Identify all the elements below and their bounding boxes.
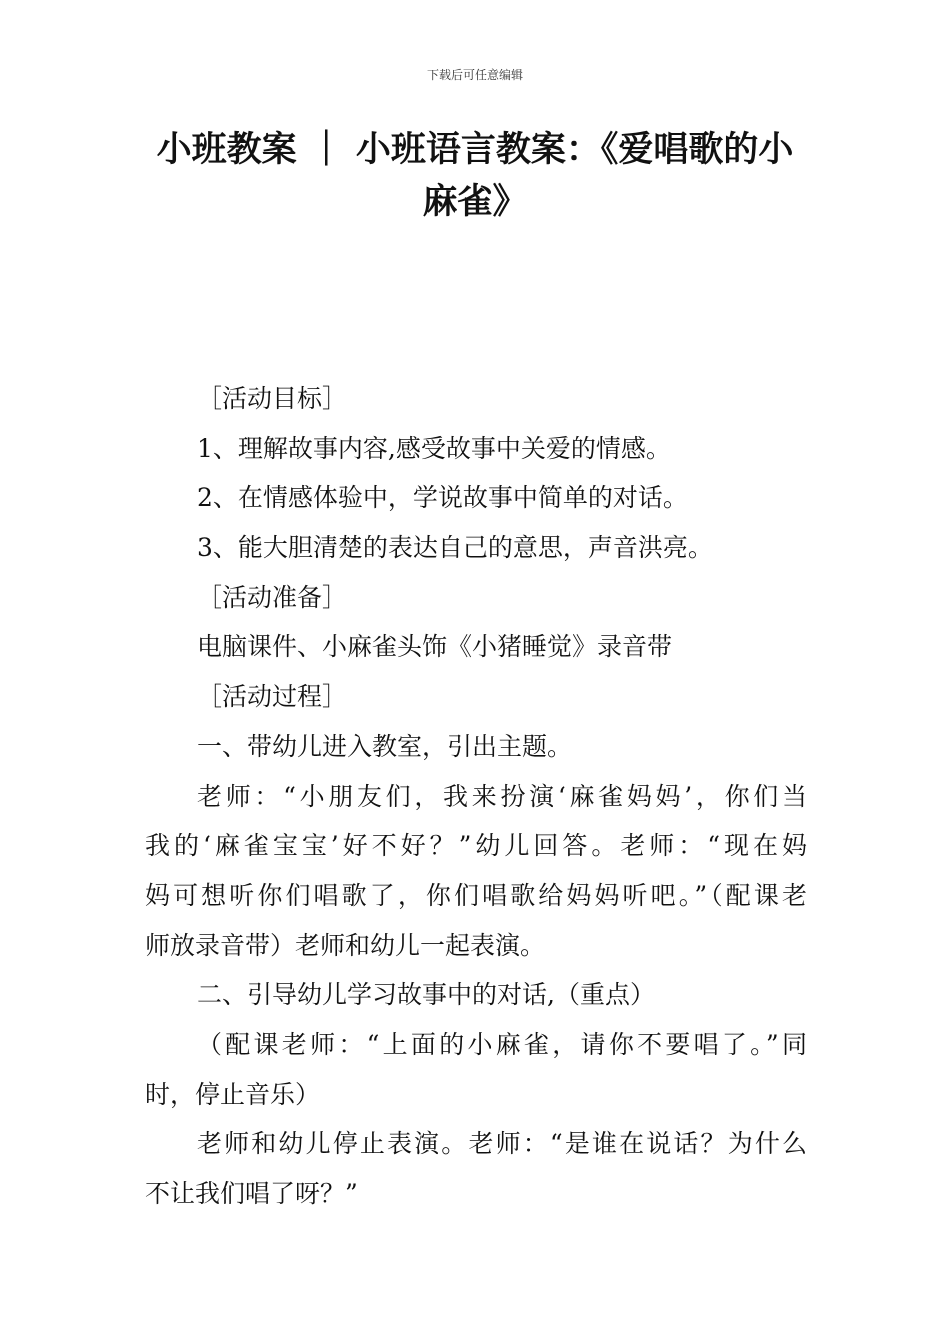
paragraph-line: 老师：“小朋友们，我来扮演‘麻雀妈妈’，你们当 xyxy=(197,781,807,811)
title-line-1: 小班教案 ｜ 小班语言教案：《爱唱歌的小 xyxy=(156,130,794,170)
step-heading: 一、带幼儿进入教室，引出主题。 xyxy=(197,731,573,761)
paragraph-line: 时，停止音乐） xyxy=(145,1079,321,1109)
page-title xyxy=(140,124,810,228)
paragraph-line: 不让我们唱了呀？” xyxy=(145,1179,358,1208)
objective-item: 1、理解故事内容,感受故事中关爱的情感。 xyxy=(197,433,671,463)
preparation-heading: ［活动准备］ xyxy=(197,582,348,612)
header-note: 下载后可任意编辑 xyxy=(426,68,523,82)
preparation-text: 电脑课件、小麻雀头饰《小猪睡觉》录音带 xyxy=(197,632,673,662)
paragraph-line: 妈可想听你们唱歌了，你们唱歌给妈妈听吧。”（配课老 xyxy=(145,880,807,910)
body-text xyxy=(145,374,807,1219)
step-heading: 二、引导幼儿学习故事中的对话,（重点） xyxy=(197,980,655,1010)
objective-item: 3、能大胆清楚的表达自己的意思，声音洪亮。 xyxy=(197,533,713,563)
process-heading: ［活动过程］ xyxy=(197,682,348,712)
paragraph-line: 师放录音带）老师和幼儿一起表演。 xyxy=(145,930,546,960)
paragraph-line: （配课老师：“上面的小麻雀，请你不要唱了。”同 xyxy=(197,1029,807,1059)
objective-item: 2、在情感体验中，学说故事中简单的对话。 xyxy=(197,483,688,513)
objectives-heading: ［活动目标］ xyxy=(197,384,348,413)
title-line-2: 麻雀》 xyxy=(422,182,528,222)
paragraph-line: 老师和幼儿停止表演。老师：“是谁在说话？为什么 xyxy=(197,1129,807,1159)
paragraph-line: 我的‘麻雀宝宝’好不好？”幼儿回答。老师：“现在妈 xyxy=(145,831,807,861)
